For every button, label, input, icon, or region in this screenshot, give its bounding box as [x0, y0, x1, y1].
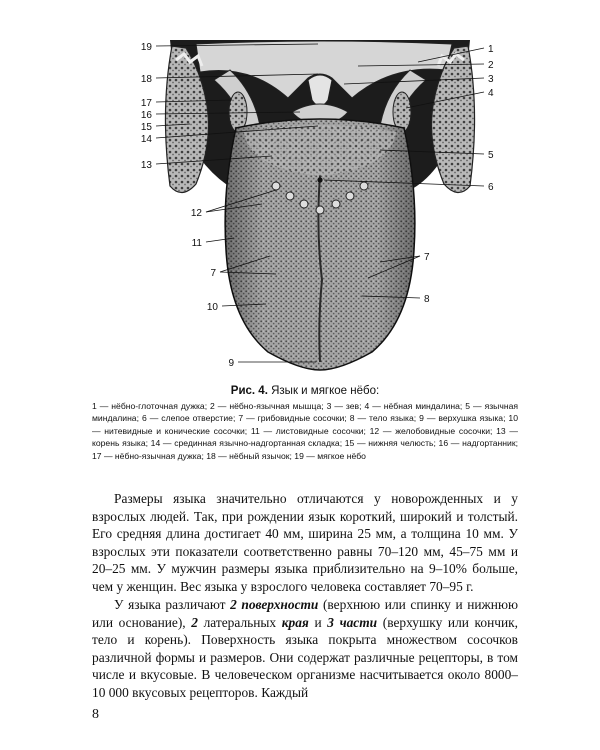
callout-15: 15 — [140, 122, 152, 133]
page-number: 8 — [92, 707, 99, 722]
callout-1: 1 — [488, 44, 494, 55]
callout-4: 4 — [488, 88, 494, 99]
callout-7-left: 7 — [210, 268, 216, 279]
callout-6: 6 — [488, 182, 494, 193]
callout-9: 9 — [228, 358, 234, 369]
foramen-cecum — [317, 177, 322, 182]
callout-11: 11 — [191, 238, 202, 249]
caption-title — [92, 384, 518, 399]
term-surfaces: 2 поверхности — [230, 597, 319, 612]
callout-8: 8 — [424, 294, 430, 305]
paragraph-2: У языка различают 2 поверхности (верхнюю или спинку и нижнюю или основание), 2 латеральных края и 3 части (верхушку или кончик, тело и корень). Поверхность языка покрыта множеством сосочков различной формы и размеров. Они содержат различные рецепторы, в том числе и вкусовые. В человеческом организме насчитывается около 8000–10 000 вкусовых рецепторов. Каждый — [92, 597, 518, 700]
paragraph-1: Размеры языка значительно отличаются у новорожденных и у взрослых людей. Так, при рождении язык короткий, широкий и толстый. Его средняя длина достигает 40 мм, ширина 25 мм, а толщина 10 мм. У взрослых эти показатели соответственно равны 70–120 мм, 45–75 мм и 20–25 мм. У мужчин размеры языка приблизительно на 9–10% больше, чем у женщин. Вес языка у взрослого человека составляет 70–95 г. — [92, 491, 518, 594]
callout-12: 12 — [190, 208, 202, 219]
callout-18: 18 — [140, 74, 152, 85]
callout-13: 13 — [140, 160, 152, 171]
main-text — [92, 490, 518, 701]
callout-3: 3 — [488, 74, 494, 85]
callout-17: 17 — [140, 98, 152, 109]
figure-caption — [92, 384, 518, 462]
callout-10: 10 — [206, 302, 218, 313]
callout-19: 19 — [140, 42, 152, 53]
caption-title-text: Язык и мягкое нёбо: — [271, 385, 380, 397]
term-parts: 3 части — [327, 614, 378, 630]
callout-16: 16 — [140, 110, 152, 121]
term-two: 2 — [191, 614, 198, 630]
callout-2: 2 — [488, 60, 494, 71]
callout-14: 14 — [140, 134, 152, 145]
caption-label: Рис. 4. — [230, 385, 268, 397]
term-edges: края — [281, 614, 309, 630]
callout-7-right: 7 — [424, 252, 430, 263]
caption-legend: 1 — нёбно-глоточная дужка; 2 — нёбно-язычная мышца; 3 — зев; 4 — нёбная миндалина; 5 — язычная миндалина; 6 — слепое отверстие; 7 — грибовидные сосочки; 8 — тело языка; 9 — верхушка языка; 10 — нитевидные и конические сосочки; 11 — листовидные сосочки; 12 — желобовидные сосочки; 13 — корень языка; 14 — срединная язычно-надгортанная складка; 15 — нижняя челюсть; 16 — надгортанник; 17 — нёбно-язычная дужка; 18 — нёбный язычок; 19 — мягкое нёбо — [92, 401, 518, 461]
callout-5: 5 — [488, 150, 494, 161]
